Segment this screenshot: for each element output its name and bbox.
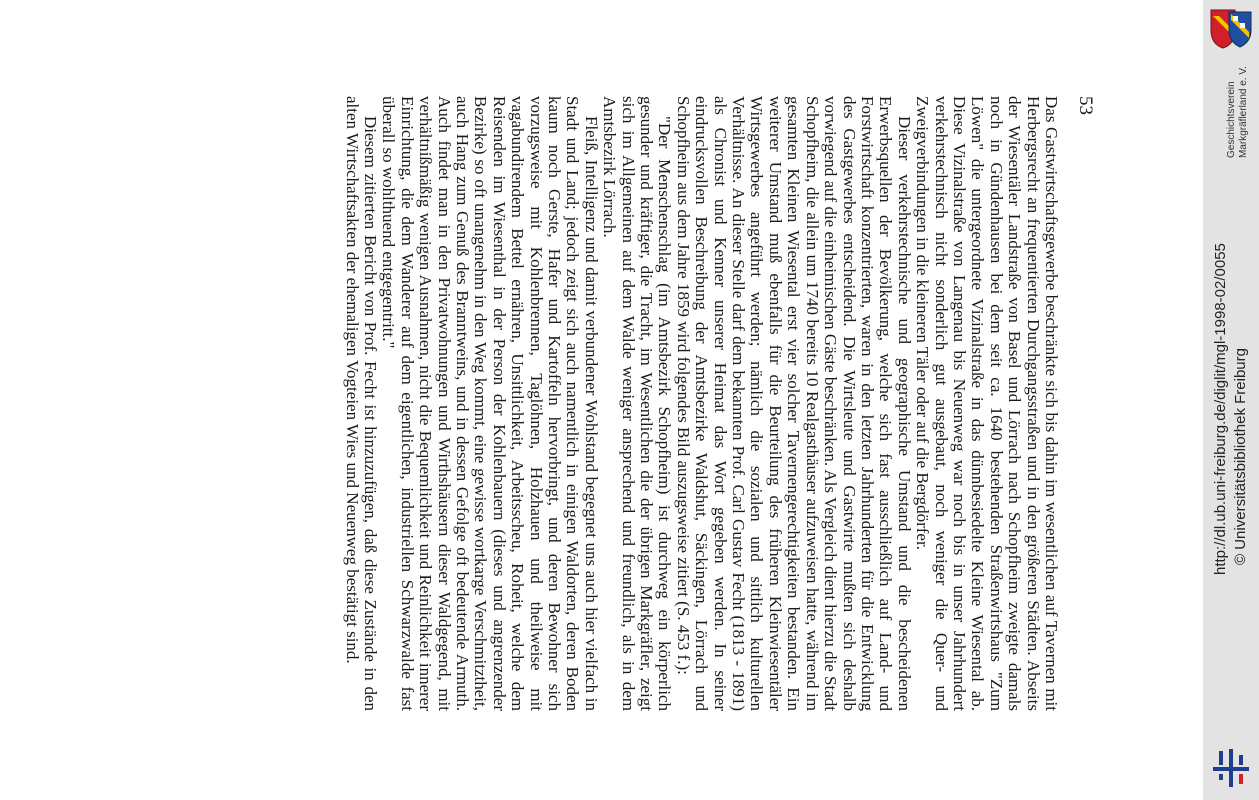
ub-freiburg-logo-icon [1209, 745, 1253, 790]
paragraph-5: Diesem zitierten Bericht von Prof. Fecht ist hinzuzufügen, daß diese Zustände in den alten Wirtschaftsakten der ehemaligen Vogteien Wies und Neuenweg bestätigt sind. [342, 96, 380, 711]
document-url-link[interactable]: http://dl.ub.uni-freiburg.de/diglit/mgl-1998-02/0055 [1212, 243, 1229, 575]
society-line-1: Geschichtsverein [1226, 81, 1237, 158]
paragraph-3-quote: "Der Menschenschlag (im Amtsbezirk Schopfheim) ist durchweg ein körperlich gesunder und kräftiger, die Tracht, im Wesentlichen die der übrigen Markgräfler, zeigt sich im Allgemeinen auf dem Walde weniger ansprechend und freundlich, als in dem Amtsbezirk Lörrach. [600, 96, 675, 711]
paragraph-2: Dieser verkehrstechnische und geographische Umstand und die bescheidenen Erwerbsquellen der Bevölkerung, welche sich fast ausschließlich auf Land- und Forstwirtschaft konzentrierten, waren in den letzten Jahrhunderten für die Entwicklung des Gastgewerbes entscheidend. Die Wirtsleute und Gastwirte mußten sich deshalb vorwiegend auf die einheimischen Gäste beschränken. Als Vergleich dient hierzu die Stadt Schopfheim, die allein um 1740 bereits 10 Realgasthäuser aufzuweisen hatte, während im gesamten Kleinen Wiesental erst vier solcher Tavernengerechtigkeiten bestanden. Ein weiterer Umstand muß ebenfalls für die Beurteilung des früheren Kleinwiesentäler Wirtsgewerbes angeführt werden; nämlich die sozialen und sittlich kulturellen Verhältnisse. An dieser Stelle darf dem bekannten Prof. Carl Gustav Fecht (1813 - 1891) als Chronist und Kenner unserer Heimat das Wort gegeben werden. In seiner eindrucksvollen Beschreibung der Amtsbezirke Waldshut, Säckingen, Lörrach und Schopfheim aus dem Jahre 1859 wird folgendes Bild auszugsweise zitiert (S. 453 f.): [673, 96, 914, 711]
crest-icon [1209, 8, 1253, 50]
copyright-notice: © Universitätsbibliothek Freiburg [1232, 348, 1249, 565]
scanned-page [95, 96, 1096, 711]
paragraph-1: Das Gastwirtschaftsgewerbe beschränkte sich bis dahin im wesentlichen auf Tavernen mit Herbergsrecht an frequentierten Durchgangsstraßen und in den größeren Städten. Abseits der Wiesentäler Landstraße von Basel und Lörrach nach Schopfheim zweigte damals noch in Gündenhausen bei dem seit ca. 1640 bestehenden Straßenwirtshaus "Zum Löwen" die untergeordnete Vizinalstraße in das dünnbesiedelte Kleine Wiesental ab. Diese Vizinalstraße von Langenau bis Neuenweg war noch bis in unser Jahrhundert verkehrstechnisch nicht sonderlich gut ausgebaut, noch weniger die Quer- und Zweigverbindungen in die kleineren Täler oder auf die Bergdörfer. [913, 96, 1061, 711]
society-line-2: Markgräflerland e. V. [1238, 66, 1249, 158]
society-name [1226, 66, 1250, 158]
paragraph-4-quote: Fleiß, Intelligenz und damit verbundener Wohlstand begegnet uns auch hier vielfach in Stadt und Land; jedoch zeigt sich auch namentlich in einigen Waldorten, deren Boden kaum noch Gerste, Hafer und Kartoffeln hervorbringt, und deren Bewohner sich vorzugsweise mit Kohlenbrennen, Taglöhnen, Holzhauen und theilweise mit vagabundirendem Bettel ernähren, Unsittlichkeit, Arbeitsscheu, Roheit, welche dem Reisenden im Wiesenthal in der Person der Kohlenbauern (dieses und angrenzender Bezirke) so oft unangenehm in den Weg kommt, eine gewisse wortkarge Verschmitztheit, auch Hang zum Genuß des Branntweins, und in dessen Gefolge oft bedeutende Armuth. Auch findet man in den Privatwohnungen und Wirthshäusern dieser Waldgegend, mit verhältnißmäßig wenigen Ausnahmen, nicht die Bequemlichkeit und Reinlichkeit innerer Einrichtung, die dem Wanderer auf dem eigentlichen, industriellen Schwarzwalde fast überall so wohlthuend entgegentritt." [379, 96, 601, 711]
page-number: 53 [1075, 96, 1096, 115]
